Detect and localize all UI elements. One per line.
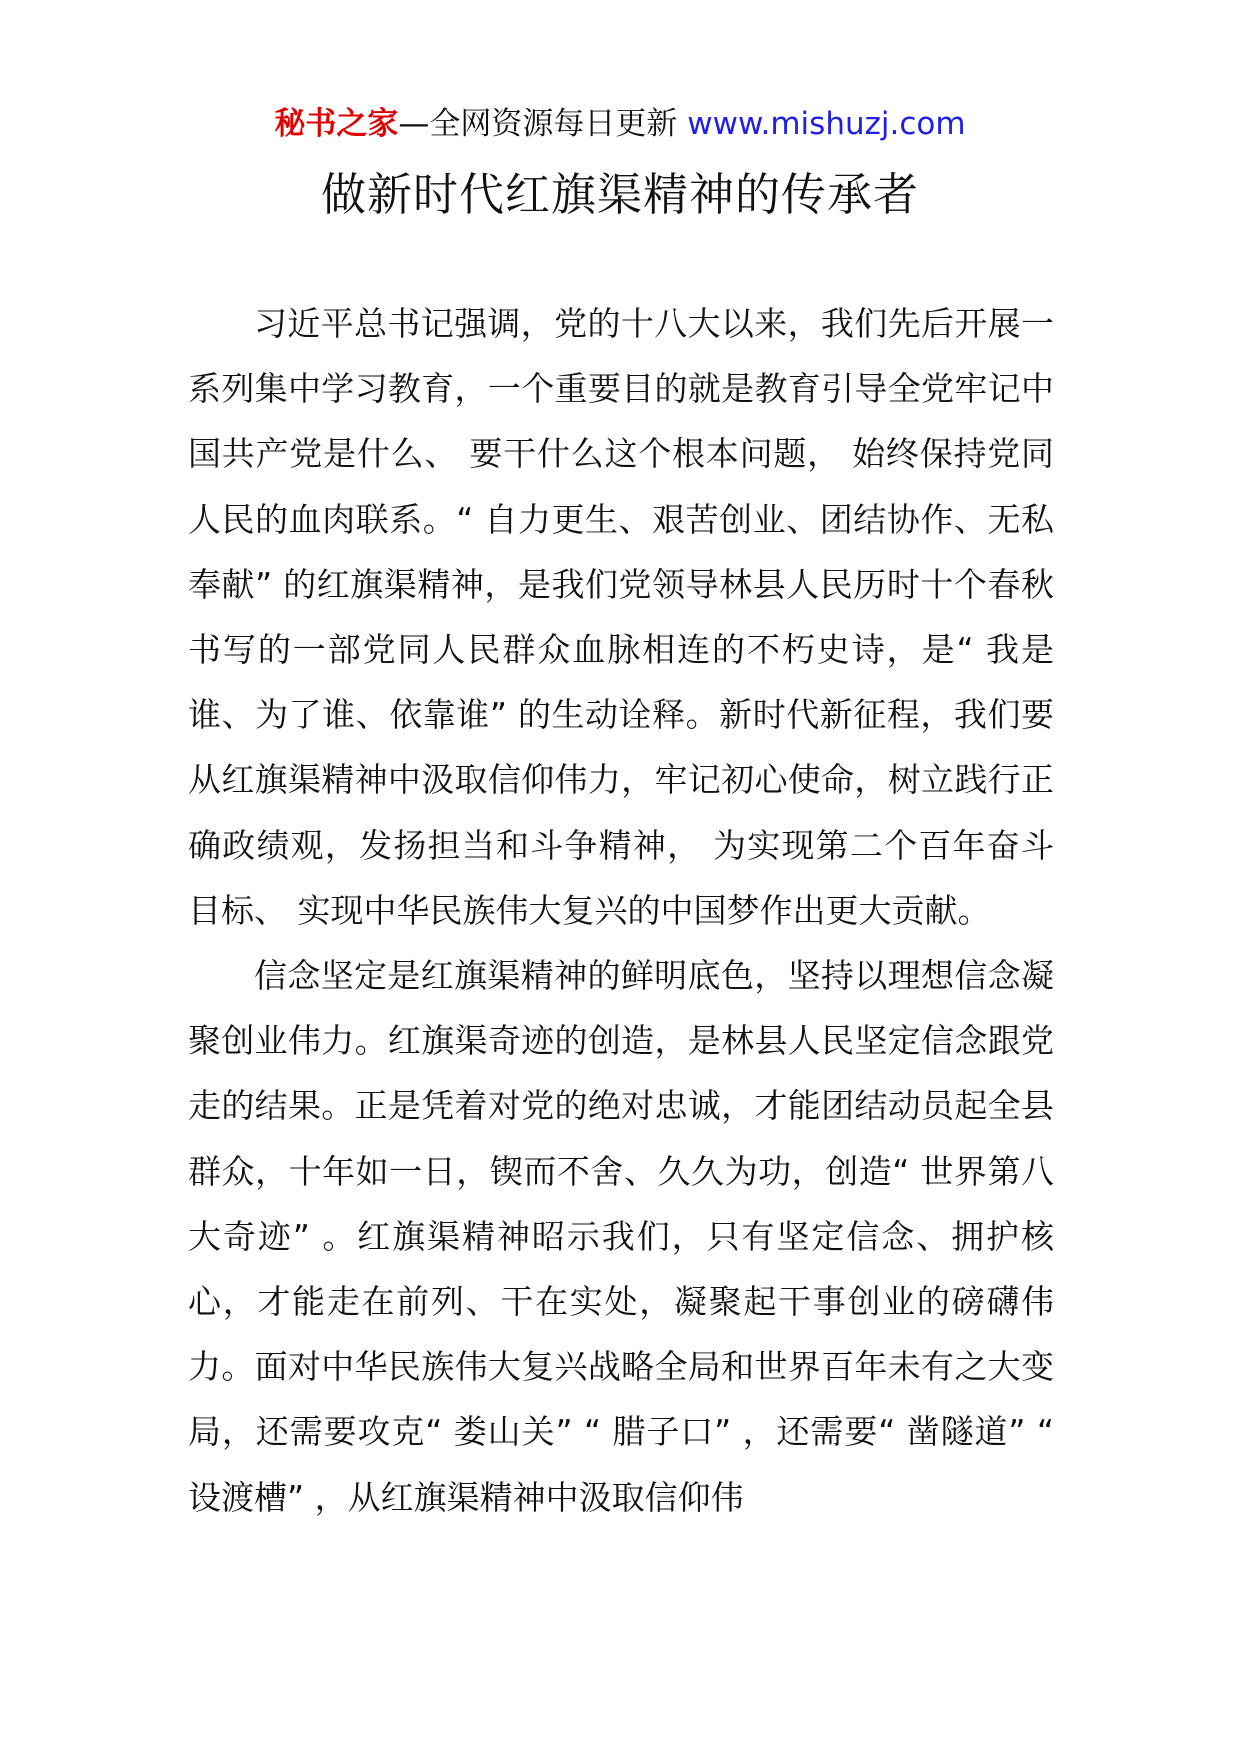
header-tagline: —全网资源每日更新 bbox=[398, 106, 678, 142]
brand-name: 秘书之家 bbox=[274, 106, 399, 142]
site-url-link[interactable]: www.mishuzj.com bbox=[687, 106, 966, 142]
paragraph-2: 信念坚定是红旗渠精神的鲜明底色，坚持以理想信念凝聚创业伟力。红旗渠奇迹的创造，是林县人民坚定信念跟党走的结果。正是凭着对党的绝对忠诚，才能团结动员起全县群众，十年如一日，锲而不舍、久久为功，创造“ 世界第八大奇迹” 。红旗渠精神昭示我们，只有坚定信念、拥护核心，才能走在前列、干在实处，凝聚起干事创业的磅礴伟力。面对中华民族伟大复兴战略全局和世界百年未有之大变局，还需要攻克“ 娄山关” “ 腊子口” ，还需要“ 凿隧道” “ 设渡槽” ，从红旗渠精神中汲取信仰伟 bbox=[188, 956, 1054, 1517]
site-header bbox=[0, 100, 1240, 148]
document-title: 做新时代红旗渠精神的传承者 bbox=[320, 168, 919, 221]
paragraph-1: 习近平总书记强调，党的十八大以来，我们先后开展一系列集中学习教育，一个重要目的就是教育引导全党牢记中国共产党是什么、 要干什么这个根本问题， 始终保持党同人民的血肉联系。“ 自力更生、艰苦创业、团结协作、无私奉献” 的红旗渠精神，是我们党领导林县人民历时十个春秋书写的一部党同人民群众血脉相连的不朽史诗，是“ 我是谁、为了谁、依靠谁” 的生动诠释。新时代新征程，我们要从红旗渠精神中汲取信仰伟力，牢记初心使命，树立践行正确政绩观，发扬担当和斗争精神， 为实现第二个百年奋斗目标、 实现中华民族伟大复兴的中国梦作出更大贡献。 bbox=[188, 304, 1054, 930]
document-body bbox=[188, 291, 1054, 1530]
